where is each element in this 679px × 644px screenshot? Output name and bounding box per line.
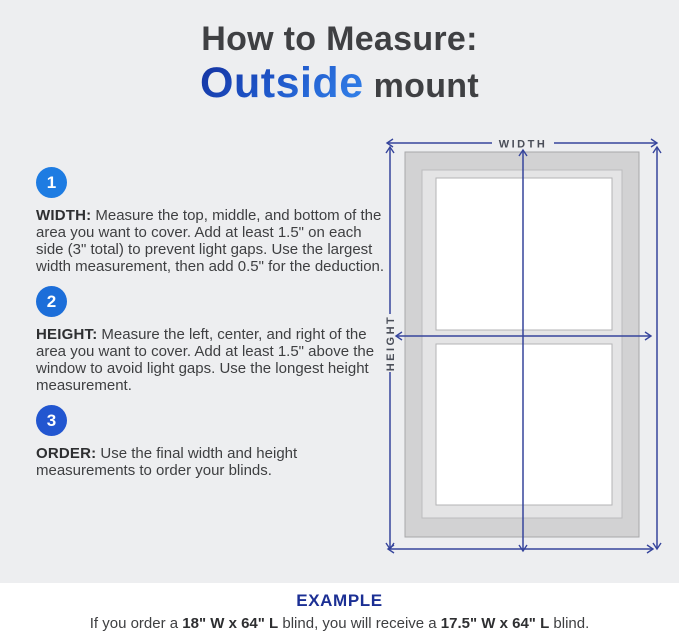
window-pane-lower bbox=[436, 344, 612, 505]
example-received-size: 17.5" W x 64" L bbox=[440, 615, 550, 632]
height-arrow-label: HEIGHT bbox=[385, 314, 397, 372]
example-ordered-size: 18" W x 64" L bbox=[182, 615, 279, 632]
step-3-badge: 3 bbox=[36, 405, 67, 436]
page-title-highlight: Outside bbox=[200, 58, 364, 107]
example-section bbox=[0, 583, 679, 644]
step-3-body: Use the final width and height measurements to order your blinds. bbox=[36, 445, 298, 479]
example-heading: EXAMPLE bbox=[296, 591, 383, 610]
step-2-label: HEIGHT: bbox=[36, 326, 98, 343]
step-3-label: ORDER: bbox=[36, 445, 97, 462]
step-1-body: Measure the top, middle, and bottom of the area you want to cover. Add at least 1.5" on each side (3" total) to prevent light gaps. Use the largest width measurement, then add 0.5" for the deduction. bbox=[36, 207, 385, 275]
example-middle: blind, you will receive a bbox=[278, 615, 441, 632]
window-pane-upper bbox=[436, 178, 612, 330]
step-2-body: Measure the left, center, and right of the area you want to cover. Add at least 1.5" above the window to avoid light gaps. Use the longest height measurement. bbox=[36, 326, 375, 394]
width-arrow-label: WIDTH bbox=[498, 138, 548, 151]
step-2-badge: 2 bbox=[36, 286, 67, 317]
page-title-line1: How to Measure: bbox=[201, 20, 478, 58]
height-arrow bbox=[385, 147, 397, 549]
example-prefix: If you order a bbox=[89, 615, 183, 632]
width-arrow bbox=[387, 139, 657, 151]
page-title-suffix: mount bbox=[373, 66, 479, 105]
example-suffix: blind. bbox=[549, 615, 590, 632]
step-1-badge: 1 bbox=[36, 167, 67, 198]
step-1-label: WIDTH: bbox=[36, 207, 92, 224]
example-line bbox=[0, 615, 679, 632]
